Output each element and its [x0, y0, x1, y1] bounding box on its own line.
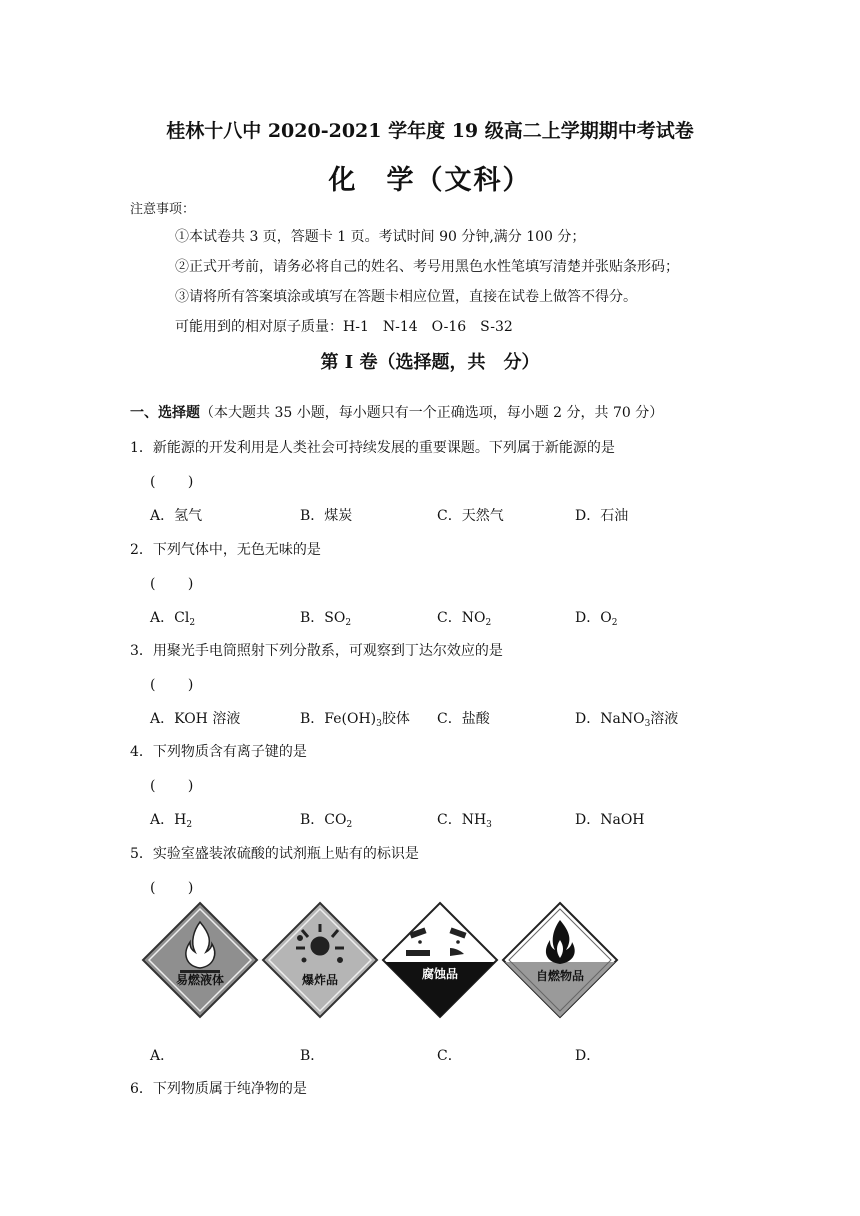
subject-title: 化 学（文科） [328, 165, 532, 196]
question-5-stem: 5．实验室盛装浓硫酸的试剂瓶上贴有的标识是 [130, 846, 419, 862]
hazard-sign-explosive [260, 900, 380, 1020]
q3-option-d: D．NaNO$_3$溶液 [575, 711, 679, 729]
atomic-mass-note: 可能用到的相对原子质量：H-1 N-14 O-16 S-32 [175, 319, 513, 335]
q2-option-a: A．$Cl_2$ [150, 610, 196, 628]
sign-label: 腐蚀品 [421, 967, 459, 981]
sign-label: 易燃液体 [175, 973, 225, 987]
question-6-stem: 6．下列物质属于纯净物的是 [130, 1081, 307, 1097]
q4-option-a: A．$H_2$ [150, 812, 193, 830]
q5-option-b: B． [300, 1048, 325, 1064]
note-item: ③请将所有答案填涂或填写在答题卡相应位置，直接在试卷上做答不得分。 [175, 289, 637, 305]
q4-option-d: D．NaOH [575, 812, 645, 828]
hazard-sign-flammable-liquid [140, 900, 260, 1020]
question-1-stem: 1．新能源的开发利用是人类社会可持续发展的重要课题。下列属于新能源的是 [130, 440, 615, 456]
part1-label: 一、选择题 [130, 405, 200, 421]
q2-option-c: C．$NO_2$ [437, 610, 492, 628]
q3-option-c: C．盐酸 [437, 711, 490, 727]
answer-blank: ( ) [150, 474, 194, 490]
answer-blank: ( ) [150, 576, 194, 592]
note-item: ①本试卷共 3 页，答题卡 1 页。考试时间 90 分钟,满分 100 分； [175, 229, 586, 245]
answer-blank: ( ) [150, 778, 194, 794]
sign-label: 自燃物品 [535, 969, 585, 983]
q1-option-a: A．氢气 [150, 508, 203, 524]
question-2-stem: 2．下列气体中，无色无味的是 [130, 542, 321, 558]
q5-option-a: A． [150, 1048, 175, 1064]
q2-option-d: D．$O_2$ [575, 610, 618, 628]
q4-option-c: C．$NH_3$ [437, 812, 492, 830]
q4-option-b: B．$CO_2$ [300, 812, 353, 830]
q1-option-b: B．煤炭 [300, 508, 353, 524]
q3-option-b: B．$Fe(OH)_3$胶体 [300, 711, 410, 729]
note-item: ②正式开考前，请务必将自己的姓名、考号用黑色水性笔填写清楚并张贴条形码； [175, 259, 679, 275]
question-3-stem: 3．用聚光手电筒照射下列分散系，可观察到丁达尔效应的是 [130, 643, 503, 659]
q1-option-d: D．石油 [575, 508, 629, 524]
part1-desc: （本大题共 35 小题，每小题只有一个正确选项，每小题 2 分，共 70 分） [200, 405, 664, 421]
hazard-sign-corrosive [380, 900, 500, 1020]
q5-option-d: D． [575, 1048, 601, 1064]
sign-label: 爆炸品 [301, 973, 339, 987]
question-4-stem: 4．下列物质含有离子键的是 [130, 744, 307, 760]
notes-heading: 注意事项： [130, 202, 196, 217]
part1-heading [130, 402, 663, 422]
answer-blank: ( ) [150, 880, 194, 896]
q2-option-b: B．$SO_2$ [300, 610, 352, 628]
section-title: 第 I 卷（选择题，共 分） [320, 352, 540, 373]
exam-title: 桂林十八中 2020-2021 学年度 19 级高二上学期期中考试卷 [166, 120, 694, 142]
q3-option-a: A．KOH 溶液 [150, 711, 241, 727]
q1-option-c: C．天然气 [437, 508, 504, 524]
hazard-sign-spontaneous-combustion [500, 900, 620, 1020]
q5-option-c: C． [437, 1048, 462, 1064]
answer-blank: ( ) [150, 677, 194, 693]
